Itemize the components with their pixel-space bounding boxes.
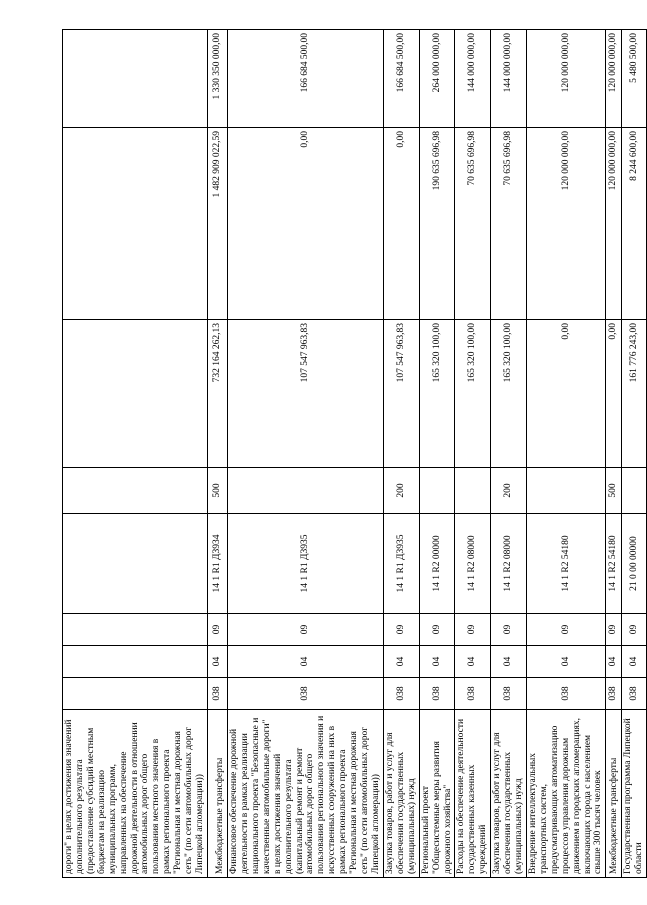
subsection-code: 09: [622, 614, 647, 646]
target-article: 14 1 R1 Д3935: [227, 514, 383, 614]
section-code: 04: [622, 646, 647, 678]
row-name: Региональный проект "Общесистемные меры развития дорожного хозяйства": [419, 710, 455, 878]
table-row: [491, 30, 527, 878]
amount-2: 120 000 000,00: [526, 128, 605, 320]
expense-type: 200: [383, 468, 419, 514]
table-row: [383, 30, 419, 878]
amount-1: 0,00: [606, 320, 622, 468]
table-row: [622, 30, 647, 878]
section-code: 04: [491, 646, 527, 678]
row-name: Государственная программа Липецкой области: [622, 710, 647, 878]
section-code: 04: [526, 646, 605, 678]
amount-2: [63, 128, 208, 320]
expense-type: [227, 468, 383, 514]
section-code: 04: [383, 646, 419, 678]
target-article: 14 1 R2 08000: [455, 514, 491, 614]
expense-type: [63, 468, 208, 514]
admin-code: 038: [622, 678, 647, 710]
target-article: 14 1 R1 Д3935: [383, 514, 419, 614]
expense-type: 500: [207, 468, 227, 514]
row-name: Финансовое обеспечение дорожной деятельности в рамках реализации национального проекта "Безопасные и качественные автомобильные дороги" в целях достижения значений дополнительного результата (капитальный ремонт и ремонт автомобильных дорог общего пользования регионального значения и искусственных сооружений на них в рамках регионального проекта "Региональная и местная дорожная сеть" (по сети автомобильных дорог Липецкой агломерации)): [227, 710, 383, 878]
amount-1: 107 547 963,83: [227, 320, 383, 468]
expense-type: [455, 468, 491, 514]
subsection-code: [63, 614, 208, 646]
target-article: 14 1 R2 54180: [526, 514, 605, 614]
row-name: Расходы на обеспечение деятельности государственных казенных учреждений: [455, 710, 491, 878]
amount-3: 5 480 500,00: [622, 30, 647, 128]
admin-code: 038: [419, 678, 455, 710]
table-row: [419, 30, 455, 878]
amount-1: 0,00: [526, 320, 605, 468]
admin-code: 038: [455, 678, 491, 710]
subsection-code: 09: [207, 614, 227, 646]
expense-type: [622, 468, 647, 514]
table-row: [227, 30, 383, 878]
table-row: [63, 30, 208, 878]
row-name: Закупка товаров, работ и услуг для обеспечения государственных (муниципальных) нужд: [491, 710, 527, 878]
admin-code: 038: [383, 678, 419, 710]
table-row: [455, 30, 491, 878]
expense-type: 500: [606, 468, 622, 514]
amount-2: 70 635 696,98: [455, 128, 491, 320]
amount-1: 165 320 100,00: [419, 320, 455, 468]
amount-1: 732 164 262,13: [207, 320, 227, 468]
subsection-code: 09: [455, 614, 491, 646]
amount-1: 165 320 100,00: [455, 320, 491, 468]
amount-2: 120 000 000,00: [606, 128, 622, 320]
table-row: [606, 30, 622, 878]
section-code: 04: [606, 646, 622, 678]
admin-code: 038: [526, 678, 605, 710]
subsection-code: 09: [606, 614, 622, 646]
table-row: [526, 30, 605, 878]
admin-code: 038: [227, 678, 383, 710]
amount-3: 264 000 000,00: [419, 30, 455, 128]
admin-code: 038: [606, 678, 622, 710]
subsection-code: 09: [383, 614, 419, 646]
row-name: Внедрение интеллектуальных транспортных систем, предусматривающих автоматизацию процессов управления дорожным движением в городских агломерациях, включающих города с населением свыше 300 тысяч человек: [526, 710, 605, 878]
amount-2: 0,00: [383, 128, 419, 320]
amount-3: 144 000 000,00: [491, 30, 527, 128]
amount-3: 144 000 000,00: [455, 30, 491, 128]
target-article: [63, 514, 208, 614]
expense-type: [526, 468, 605, 514]
amount-2: 1 482 909 022,59: [207, 128, 227, 320]
row-name: дороги" в целях достижения значений дополнительного результата (предоставление субсидий местным бюджетам на реализацию муниципальных программ, направленных на обеспечение дорожной деятельности в отношении автомобильных дорог общего пользования местного значения в рамках регионального проекта "Региональная и местная дорожная сеть" (по сети автомобильных дорог Липецкой агломерации)): [63, 710, 208, 878]
target-article: 14 1 R2 00000: [419, 514, 455, 614]
subsection-code: 09: [227, 614, 383, 646]
amount-1: 165 320 100,00: [491, 320, 527, 468]
section-code: [63, 646, 208, 678]
subsection-code: 09: [419, 614, 455, 646]
row-name: Межбюджетные трансферты: [207, 710, 227, 878]
amount-3: 120 000 000,00: [526, 30, 605, 128]
target-article: 21 0 00 00000: [622, 514, 647, 614]
target-article: 14 1 R2 54180: [606, 514, 622, 614]
amount-3: 166 684 500,00: [227, 30, 383, 128]
budget-table: [62, 29, 647, 878]
expense-type: [419, 468, 455, 514]
section-code: 04: [455, 646, 491, 678]
admin-code: [63, 678, 208, 710]
target-article: 14 1 R1 Д3934: [207, 514, 227, 614]
amount-1: 107 547 963,83: [383, 320, 419, 468]
subsection-code: 09: [526, 614, 605, 646]
section-code: 04: [419, 646, 455, 678]
table-row: [207, 30, 227, 878]
amount-1: [63, 320, 208, 468]
expense-type: 200: [491, 468, 527, 514]
section-code: 04: [227, 646, 383, 678]
target-article: 14 1 R2 08000: [491, 514, 527, 614]
amount-1: 161 776 243,00: [622, 320, 647, 468]
row-name: Межбюджетные трансферты: [606, 710, 622, 878]
row-name: Закупка товаров, работ и услуг для обеспечения государственных (муниципальных) нужд: [383, 710, 419, 878]
amount-3: 1 330 350 000,00: [207, 30, 227, 128]
amount-2: 8 244 600,00: [622, 128, 647, 320]
amount-3: 166 684 500,00: [383, 30, 419, 128]
admin-code: 038: [491, 678, 527, 710]
amount-2: 0,00: [227, 128, 383, 320]
admin-code: 038: [207, 678, 227, 710]
amount-3: 120 000 000,00: [606, 30, 622, 128]
amount-3: [63, 30, 208, 128]
amount-2: 70 635 696,98: [491, 128, 527, 320]
amount-2: 190 635 696,98: [419, 128, 455, 320]
subsection-code: 09: [491, 614, 527, 646]
section-code: 04: [207, 646, 227, 678]
rotated-table-wrapper: [62, 30, 645, 878]
